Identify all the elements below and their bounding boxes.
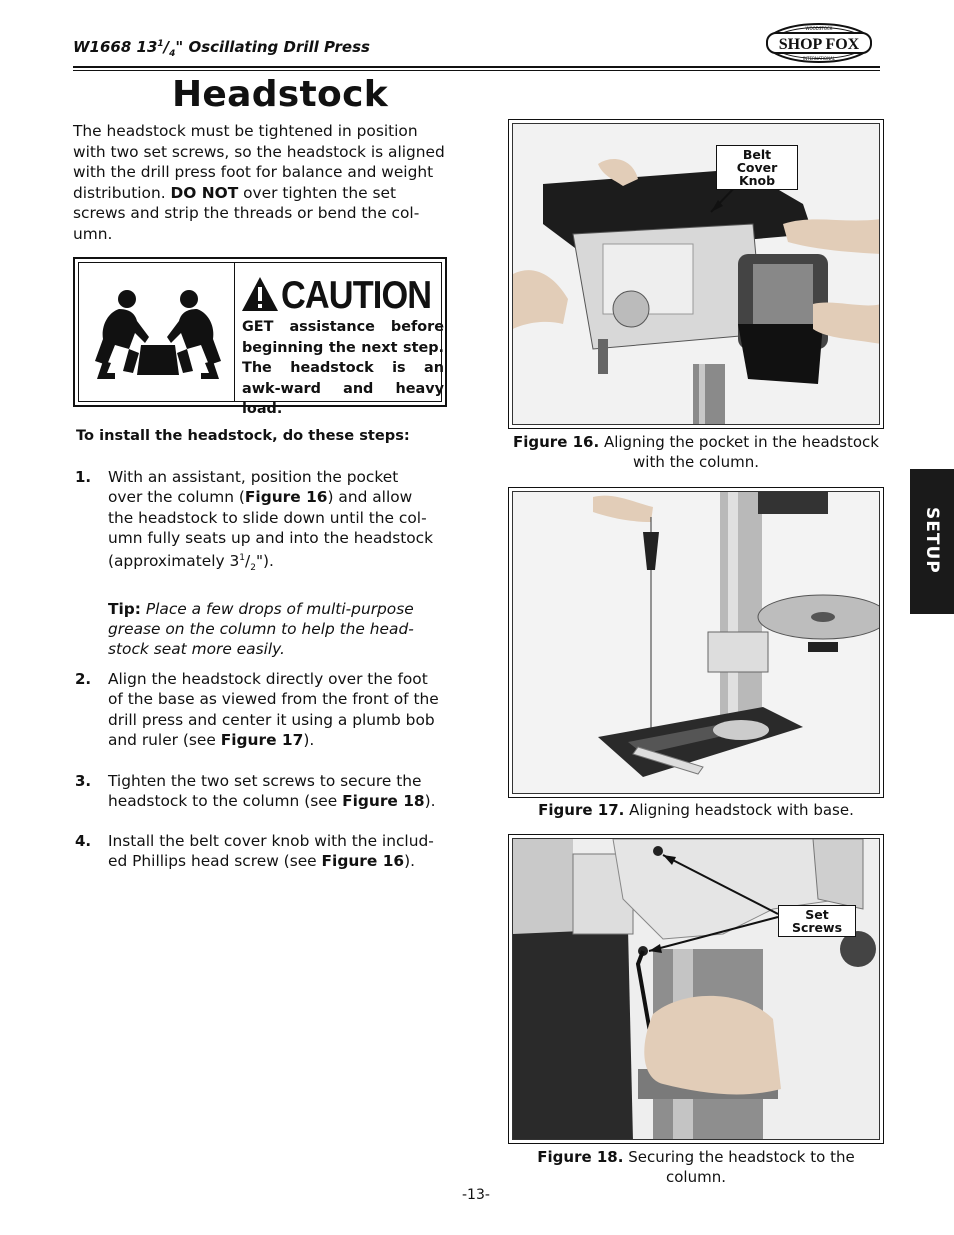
drill-press-headstock-illustration <box>513 124 880 425</box>
figure-18-photo <box>508 834 884 1144</box>
header-rule <box>73 66 880 68</box>
figure-18-caption: Figure 18. Securing the headstock to the column. <box>537 1148 855 1186</box>
svg-text:SHOP FOX: SHOP FOX <box>778 36 860 53</box>
set-screws-callout: Set Screws <box>778 905 856 937</box>
page-number: -13- <box>462 1187 490 1203</box>
figure-17-caption: Figure 17. Aligning headstock with base. <box>538 801 854 819</box>
caution-text: GET assistance before beginning the next step. The headstock is an awk-ward and heavy load. <box>242 319 444 417</box>
svg-text:INTERNATIONAL: INTERNATIONAL <box>802 56 836 61</box>
figure-16-photo <box>508 119 884 429</box>
figure-16-caption: Figure 16. Aligning the pocket in the headstock with the column. <box>513 433 879 471</box>
steps-intro: To install the headstock, do these steps: <box>76 427 410 444</box>
step-3: 3. Tighten the two set screws to secure the headstock to the column (see Figure 18). <box>75 772 436 811</box>
plumb-bob-alignment-illustration <box>513 492 880 794</box>
setup-tab-label: SETUP <box>922 507 942 574</box>
header-rule-thin <box>73 70 880 71</box>
step-4: 4. Install the belt cover knob with the includ- ed Phillips head screw (see Figure 16). <box>75 832 434 871</box>
caution-heading: CAUTION <box>281 274 432 317</box>
shop-fox-logo <box>765 22 873 64</box>
caution-box <box>73 257 447 417</box>
set-screws-illustration <box>513 839 880 1140</box>
step-1: 1. With an assistant, position the pocket over the column (Figure 16) and allow the headstock to slide down until the col- umn fully seats up and into the headstock (approximately $3^1/_2$"). Tip: Place a few drops of multi-purpose grease on the column to help the head- stock seat more easily. <box>75 468 434 659</box>
two-person-lift-icon <box>89 287 227 383</box>
intro-paragraph: The headstock must be tightened in position with two set screws, so the headstock is aligned with the drill press foot for balance and weight distribution. DO NOT over tighten the set screws and strip the threads or bend the col- umn. <box>73 122 445 243</box>
step-2: 2. Align the headstock directly over the foot of the base as viewed from the front of the drill press and center it using a plumb bob and ruler (see Figure 17). <box>75 670 439 749</box>
belt-cover-knob-callout: Belt Cover Knob <box>716 145 798 190</box>
header-title: W1668 $13^1/_4$" Oscillating Drill Press <box>73 38 370 59</box>
figure-17-photo <box>508 487 884 798</box>
page-title: Headstock <box>172 74 388 115</box>
svg-text:WOODSTOCK: WOODSTOCK <box>805 26 833 31</box>
setup-section-tab[interactable] <box>910 469 954 614</box>
